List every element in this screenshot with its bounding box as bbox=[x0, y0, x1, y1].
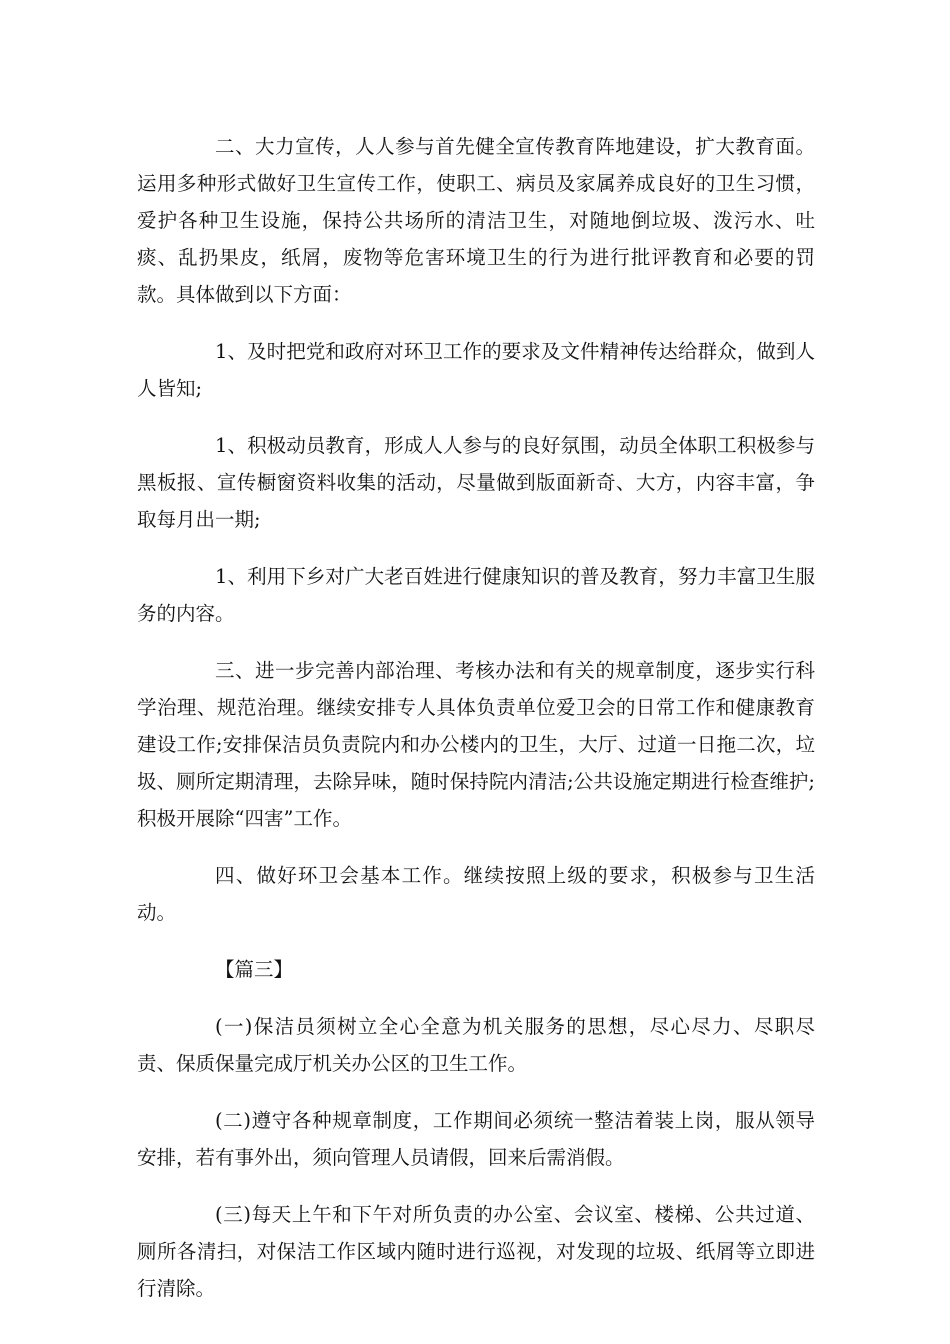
paragraph-rule-1: (一)保洁员须树立全心全意为机关服务的思想，尽心尽力、尽职尽责、保质保量完成厅机关办公区的卫生工作。 bbox=[137, 1015, 815, 1075]
paragraph-rule-3: (三)每天上午和下午对所负责的办公室、会议室、楼梯、公共过道、厕所各清扫，对保洁工作区域内随时进行巡视，对发现的垃圾、纸屑等立即进行清除。 bbox=[137, 1203, 815, 1300]
paragraph-item-countryside: 1、利用下乡对广大老百姓进行健康知识的普及教育，努力丰富卫生服务的内容。 bbox=[137, 565, 815, 625]
document-body bbox=[137, 128, 815, 1327]
paragraph-management: 三、进一步完善内部治理、考核办法和有关的规章制度，逐步实行科学治理、规范治理。继续安排专人具体负责单位爱卫会的日常工作和健康教育建设工作;安排保洁员负责院内和办公楼内的卫生，大厅、过道一日拖二次，垃圾、厕所定期清理，去除异味，随时保持院内清洁;公共设施定期进行检查维护;积极开展除“四害”工作。 bbox=[137, 659, 815, 830]
paragraph-item-policy: 1、及时把党和政府对环卫工作的要求及文件精神传达给群众，做到人人皆知; bbox=[137, 340, 815, 400]
paragraph-rule-2: (二)遵守各种规章制度，工作期间必须统一整洁着装上岗，服从领导安排，若有事外出，须向管理人员请假，回来后需消假。 bbox=[137, 1109, 815, 1169]
paragraph-basic-work: 四、做好环卫会基本工作。继续按照上级的要求，积极参与卫生活动。 bbox=[137, 864, 815, 924]
paragraph-item-mobilization: 1、积极动员教育，形成人人参与的良好氛围，动员全体职工积极参与黑板报、宣传橱窗资料收集的活动，尽量做到版面新奇、大方，内容丰富，争取每月出一期; bbox=[137, 434, 815, 531]
paragraph-publicity: 二、大力宣传，人人参与首先健全宣传教育阵地建设，扩大教育面。运用多种形式做好卫生宣传工作，使职工、病员及家属养成良好的卫生习惯，爱护各种卫生设施，保持公共场所的清洁卫生，对随地倒垃圾、泼污水、吐痰、乱扔果皮，纸屑，废物等危害环境卫生的行为进行批评教育和必要的罚款。具体做到以下方面： bbox=[137, 135, 815, 306]
section-heading: 【篇三】 bbox=[215, 958, 294, 981]
